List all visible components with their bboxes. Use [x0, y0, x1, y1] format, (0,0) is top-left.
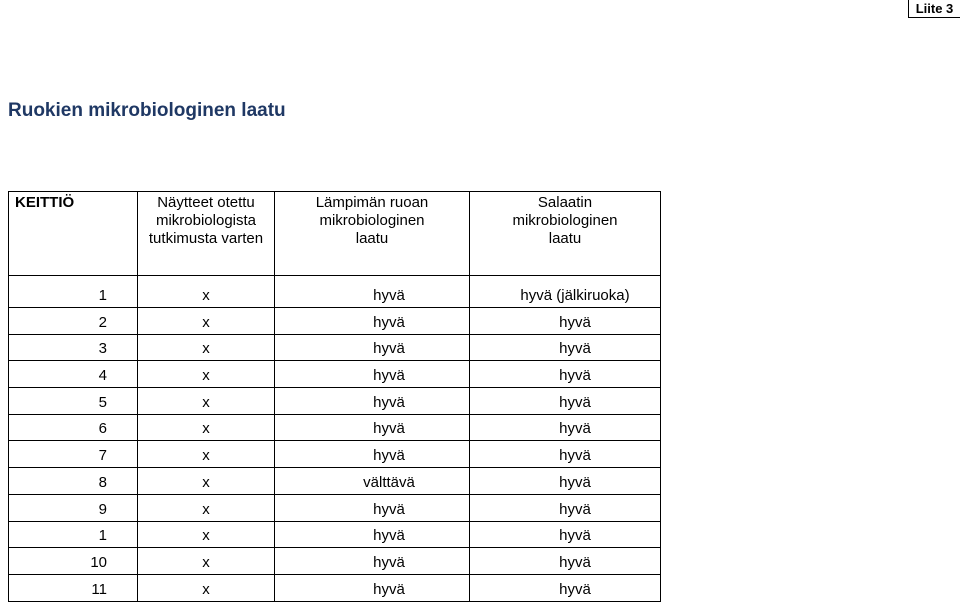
- cell-warm-food-quality: hyvä: [275, 441, 470, 468]
- cell-salad-quality: hyvä: [470, 361, 661, 388]
- header-salad-line: mikrobiologinen: [512, 212, 618, 229]
- table-row: [9, 388, 661, 415]
- cell-sampled-mark: x: [138, 276, 275, 308]
- table-row: [9, 361, 661, 388]
- table-row: [9, 521, 661, 548]
- cell-kitchen-number: 2: [9, 308, 138, 335]
- table-row: [9, 468, 661, 495]
- cell-salad-quality: hyvä: [470, 574, 661, 601]
- cell-warm-food-quality: hyvä: [275, 308, 470, 335]
- cell-kitchen-number: 5: [9, 388, 138, 415]
- cell-sampled-mark: x: [138, 308, 275, 335]
- header-warm-food-line: laatu: [355, 230, 389, 247]
- cell-warm-food-quality: hyvä: [275, 361, 470, 388]
- header-salad-line: laatu: [548, 230, 582, 247]
- cell-salad-quality: hyvä: [470, 521, 661, 548]
- cell-warm-food-quality: hyvä: [275, 334, 470, 361]
- cell-salad-quality: hyvä: [470, 334, 661, 361]
- header-salad-quality: [470, 192, 661, 276]
- cell-kitchen-number: 11: [9, 574, 138, 601]
- cell-warm-food-quality: hyvä: [275, 276, 470, 308]
- table-row: [9, 574, 661, 601]
- cell-sampled-mark: x: [138, 548, 275, 575]
- cell-warm-food-quality: hyvä: [275, 494, 470, 521]
- cell-sampled-mark: x: [138, 441, 275, 468]
- table-row: [9, 494, 661, 521]
- header-samples: [138, 192, 275, 276]
- cell-warm-food-quality: hyvä: [275, 521, 470, 548]
- cell-salad-quality: hyvä: [470, 548, 661, 575]
- header-warm-food-quality: [275, 192, 470, 276]
- cell-sampled-mark: x: [138, 361, 275, 388]
- table-row: [9, 548, 661, 575]
- cell-kitchen-number: 1: [9, 276, 138, 308]
- cell-warm-food-quality: hyvä: [275, 414, 470, 441]
- cell-sampled-mark: x: [138, 468, 275, 495]
- cell-kitchen-number: 1: [9, 521, 138, 548]
- table-header-row: [9, 192, 661, 276]
- header-samples-line: tutkimusta varten: [148, 230, 264, 247]
- cell-salad-quality: hyvä: [470, 494, 661, 521]
- cell-warm-food-quality: hyvä: [275, 388, 470, 415]
- header-samples-line: mikrobiologista: [155, 212, 257, 229]
- cell-warm-food-quality: hyvä: [275, 548, 470, 575]
- table-row: [9, 414, 661, 441]
- document-title: Ruokien mikrobiologinen laatu: [8, 100, 286, 121]
- cell-kitchen-number: 7: [9, 441, 138, 468]
- header-kitchen: KEITTIÖ: [9, 192, 138, 276]
- appendix-label: Liite 3: [908, 0, 960, 18]
- cell-salad-quality: hyvä: [470, 388, 661, 415]
- cell-kitchen-number: 6: [9, 414, 138, 441]
- cell-warm-food-quality: välttävä: [275, 468, 470, 495]
- header-salad-line: Salaatin: [537, 194, 593, 211]
- header-warm-food-line: mikrobiologinen: [319, 212, 425, 229]
- cell-salad-quality: hyvä: [470, 441, 661, 468]
- cell-kitchen-number: 4: [9, 361, 138, 388]
- table-body: [9, 276, 661, 602]
- cell-sampled-mark: x: [138, 494, 275, 521]
- cell-sampled-mark: x: [138, 574, 275, 601]
- cell-sampled-mark: x: [138, 334, 275, 361]
- food-quality-table: [8, 191, 661, 602]
- cell-sampled-mark: x: [138, 521, 275, 548]
- header-samples-line: Näytteet otettu: [157, 194, 255, 211]
- cell-kitchen-number: 9: [9, 494, 138, 521]
- cell-sampled-mark: x: [138, 414, 275, 441]
- cell-warm-food-quality: hyvä: [275, 574, 470, 601]
- header-warm-food-line: Lämpimän ruoan: [315, 194, 429, 211]
- cell-kitchen-number: 10: [9, 548, 138, 575]
- table-row: [9, 308, 661, 335]
- cell-kitchen-number: 3: [9, 334, 138, 361]
- cell-kitchen-number: 8: [9, 468, 138, 495]
- cell-salad-quality: hyvä (jälkiruoka): [470, 276, 661, 308]
- cell-sampled-mark: x: [138, 388, 275, 415]
- cell-salad-quality: hyvä: [470, 468, 661, 495]
- table-row: [9, 276, 661, 308]
- table-row: [9, 334, 661, 361]
- table-row: [9, 441, 661, 468]
- cell-salad-quality: hyvä: [470, 308, 661, 335]
- cell-salad-quality: hyvä: [470, 414, 661, 441]
